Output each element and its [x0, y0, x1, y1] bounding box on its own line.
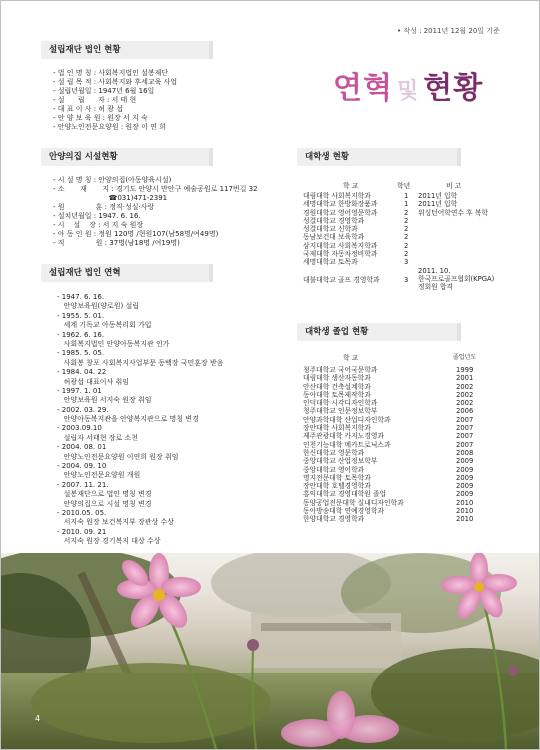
table-header	[303, 352, 503, 366]
history-entry: 사회복지법인 안양아동복지관 인가	[57, 339, 170, 348]
cell-grade: 3	[404, 258, 409, 267]
history-timeline	[57, 293, 224, 547]
col-grade: 학년	[397, 182, 411, 190]
cell-school: 삼지대학교 사회복지학과	[303, 241, 378, 250]
facility-line: - 설치년월일 : 1947. 6. 16.	[53, 212, 141, 220]
table-row	[303, 217, 513, 225]
cell-year: 2009	[456, 490, 474, 499]
cell-school: 한양대학교 경영학과	[303, 515, 365, 524]
enrolled-heading: 대학생 현황	[297, 148, 457, 166]
facility-line: - 직 원 : 37명(남18명 /여19명)	[53, 239, 180, 247]
cell-year: 2009	[456, 457, 474, 466]
foundation-line: - 안 양 보 육 원 : 원장 서 지 숙	[53, 114, 148, 122]
cell-school: 세명대학교 토목과	[303, 258, 358, 267]
cell-school: 중앙대학교 산업정보학부	[303, 457, 378, 466]
facility-heading: 안양의집 시설현황	[41, 148, 209, 166]
cell-school: 인덕대학 시각디자인학과	[303, 399, 378, 408]
table-row	[303, 258, 513, 266]
enrolled-table	[303, 180, 513, 293]
history-entry: 설봉재단으로 법인 명칭 변경	[57, 490, 152, 499]
facility-line: - 시 설 장 : 서 지 숙 원장	[53, 221, 144, 229]
cell-year: 2009	[456, 465, 474, 474]
history-entry: - 1955. 5. 01.	[57, 311, 105, 320]
cell-year: 2007	[456, 415, 474, 424]
table-row	[303, 391, 503, 399]
foundation-heading: 설립재단 법인 현황	[41, 41, 209, 59]
table-row	[303, 441, 503, 449]
history-entry: 서지숙 원장 보건복지부 장관상 수상	[57, 518, 175, 527]
foundation-line: - 법 인 명 칭 : 사회복지법인 설봉재단	[53, 69, 169, 77]
facility-line: ☎031)471-2391	[53, 194, 168, 202]
history-entry: 안양보육원(양로원) 설립	[57, 302, 139, 311]
cell-school: 대림대학 생산자동학과	[303, 374, 371, 383]
cell-school: 성결대학교 신학과	[303, 225, 358, 234]
table-header	[303, 180, 513, 192]
history-entry: 안양노인전문요양원 이연희 원장 취임	[57, 452, 179, 461]
cell-note: 2011년 입학	[418, 200, 458, 209]
history-entry: - 2010.05. 05.	[57, 508, 107, 517]
graduates-heading: 대학생 졸업 현황	[297, 323, 457, 341]
cell-note: 정회원 합격	[418, 283, 453, 292]
cell-year: 2010	[456, 515, 474, 524]
cell-year: 2006	[456, 407, 474, 416]
cell-school: 동양공업전문대학 실내디자인학과	[303, 498, 404, 507]
foundation-line: - 설립년월일 : 1947년 6월 16일	[53, 87, 155, 95]
cell-school: 중앙대학교 영어학과	[303, 465, 365, 474]
title-part-and: 및	[396, 78, 420, 104]
cell-school: 동아방송대학 연예경영학과	[303, 507, 384, 516]
table-row	[303, 457, 503, 465]
cell-note: 한국프로골프협회(KPGA)	[418, 274, 495, 283]
foundation-info	[53, 69, 177, 132]
cell-note: 2011. 10.	[418, 266, 451, 275]
history-entry: 안양노인전문요양원 개원	[57, 471, 141, 480]
cell-school: 제주관광대학 카지노경영과	[303, 432, 384, 441]
history-entry: 서지숙 원장 경기복지 대상 수상	[57, 537, 161, 546]
table-row	[303, 200, 513, 208]
col-school: 학 교	[343, 182, 359, 190]
cell-year: 2001	[456, 374, 474, 383]
cell-grade: 2	[404, 216, 409, 225]
foundation-line: - 대 표 이 사 : 허 광 섭	[53, 105, 124, 113]
cell-school: 장안대학 사회복지학과	[303, 424, 371, 433]
cell-year: 2010	[456, 507, 474, 516]
title-part-history: 연혁	[333, 71, 393, 106]
history-entry: 설립자 서태현 장로 소천	[57, 433, 138, 442]
table-row	[303, 490, 503, 498]
cell-note: 워싱턴어학연수 후 복학	[418, 208, 488, 217]
date-note: • 작성 : 2011년 12월 20일 기준	[397, 27, 500, 35]
cell-school: 명지전문대학 토목학과	[303, 473, 371, 482]
cell-school: 대림대학 사회복지학과	[303, 192, 371, 200]
facility-line: - 시 설 명 칭 : 안양의집(아동양육시설)	[53, 176, 172, 184]
history-entry: 안양아동복지관을 안양복지관으로 명칭 변경	[57, 415, 199, 424]
history-entry: - 2010. 09. 21	[57, 527, 107, 536]
history-entry: 사회봉 창포 사회복지사업부문 동백장 국민훈장 받음	[57, 358, 224, 367]
cell-school: 성결대학교 경영학과	[303, 216, 365, 225]
cell-school: 안산대학 건축설계학과	[303, 382, 371, 391]
history-entry: - 1962. 6. 16.	[57, 330, 105, 339]
cell-school: 한신대학교 영문학과	[303, 448, 365, 457]
cosmos-flower-photo	[1, 553, 539, 749]
foundation-line: - 설 립 목 적 : 사회복지와 후세교육 사업	[53, 78, 178, 86]
table-row	[303, 383, 503, 391]
cell-school: 홍익대학교 경영대학원 졸업	[303, 490, 387, 499]
cell-year: 1999	[456, 366, 474, 374]
facility-line: - 소 재 지 : 경기도 안양시 만안구 예술공원로 117번길 32	[53, 185, 258, 193]
history-entry: - 2002. 03. 29.	[57, 405, 109, 414]
history-entry: - 1947. 6. 16.	[57, 293, 105, 301]
table-row	[303, 466, 503, 474]
cell-year: 2008	[456, 448, 474, 457]
cell-year: 2002	[456, 382, 474, 391]
page-number: 4	[35, 714, 41, 723]
history-entry: 허광섭 대표이사 취임	[57, 377, 129, 386]
history-entry: 안양보육원 서지숙 원장 취임	[57, 396, 152, 405]
history-entry: - 2007. 11. 21.	[57, 480, 109, 489]
cell-grade: 2	[404, 233, 409, 242]
table-row	[303, 233, 513, 241]
facility-line: - 아 동 인 원 : 정원 120명 /현원107(남58명/여49명)	[53, 230, 219, 238]
cell-year: 2009	[456, 473, 474, 482]
col-school: 학 교	[343, 354, 359, 362]
cell-year: 2007	[456, 432, 474, 441]
cell-school: 인천기능대학 메카트로닉스과	[303, 440, 391, 449]
history-entry: - 1997. 1. 01	[57, 386, 102, 395]
history-entry: 세계 기독교 아동복리회 가입	[57, 321, 152, 330]
cell-year: 2002	[456, 399, 474, 408]
page-title	[333, 63, 483, 107]
cell-grade: 2	[404, 241, 409, 250]
cell-school: 동남보건대 보육학과	[303, 233, 365, 242]
cell-year: 2009	[456, 482, 474, 491]
cell-school: 대불대학교 골프 경영학과	[303, 275, 380, 284]
history-entry: - 2004. 08. 01	[57, 443, 107, 452]
cell-school: 국제대학 자동차정비학과	[303, 250, 378, 259]
foundation-line: - 안양노인전문요양원 : 원장 이 연 희	[53, 123, 166, 131]
cell-year: 2010	[456, 498, 474, 507]
facility-line: - 원 훈 : 정직·성실·사랑	[53, 203, 155, 211]
cell-year: 2007	[456, 440, 474, 449]
cell-grade: 1	[404, 192, 409, 200]
cell-grade: 2	[404, 250, 409, 259]
col-note: 비 고	[446, 182, 462, 190]
graduates-table	[303, 352, 503, 524]
cell-grade: 1	[404, 200, 409, 209]
cell-school: 청주대학교 국어국문학과	[303, 366, 378, 374]
facility-info	[53, 176, 258, 248]
history-entry: - 1984. 04. 22	[57, 368, 107, 377]
cell-grade: 3	[404, 275, 409, 284]
table-row	[303, 267, 513, 293]
cell-year: 2002	[456, 390, 474, 399]
table-row	[303, 499, 503, 507]
table-row	[303, 416, 503, 424]
photo-illustration	[1, 553, 539, 749]
col-year: 졸업년도	[453, 354, 477, 361]
cell-grade: 2	[404, 225, 409, 234]
cell-school: 세명대학교 한방화장품과	[303, 200, 378, 209]
cell-note: 2011년 입학	[418, 192, 458, 200]
title-part-status: 현황	[423, 71, 484, 106]
table-row	[303, 515, 503, 523]
history-entry: - 1985. 5. 05.	[57, 349, 105, 358]
table-row	[303, 407, 503, 415]
cell-school: 청주대학교 인문정보학부	[303, 407, 378, 416]
table-row	[303, 209, 513, 217]
cell-year: 2007	[456, 424, 474, 433]
table-row	[303, 474, 503, 482]
table-row	[303, 242, 513, 250]
table-row	[303, 432, 503, 440]
cell-school: 경원대학교 영어영문학과	[303, 208, 378, 217]
table-row	[303, 374, 503, 382]
history-entry: - 2003.09.10	[57, 424, 102, 433]
history-entry: 안양의집으로 시설 명칭 변경	[57, 499, 152, 508]
cell-school: 동아대학 토목제작학과	[303, 390, 371, 399]
foundation-line: - 설 립 자 : 서 태 현	[53, 96, 137, 104]
history-entry: - 2004. 09. 10	[57, 462, 107, 471]
cell-grade: 2	[404, 208, 409, 217]
history-heading: 설립재단 법인 연혁	[41, 264, 209, 282]
cell-school: 장안대학 호텔경영학과	[303, 482, 371, 491]
cell-school: 안양과학대학 산업디자인학과	[303, 415, 391, 424]
